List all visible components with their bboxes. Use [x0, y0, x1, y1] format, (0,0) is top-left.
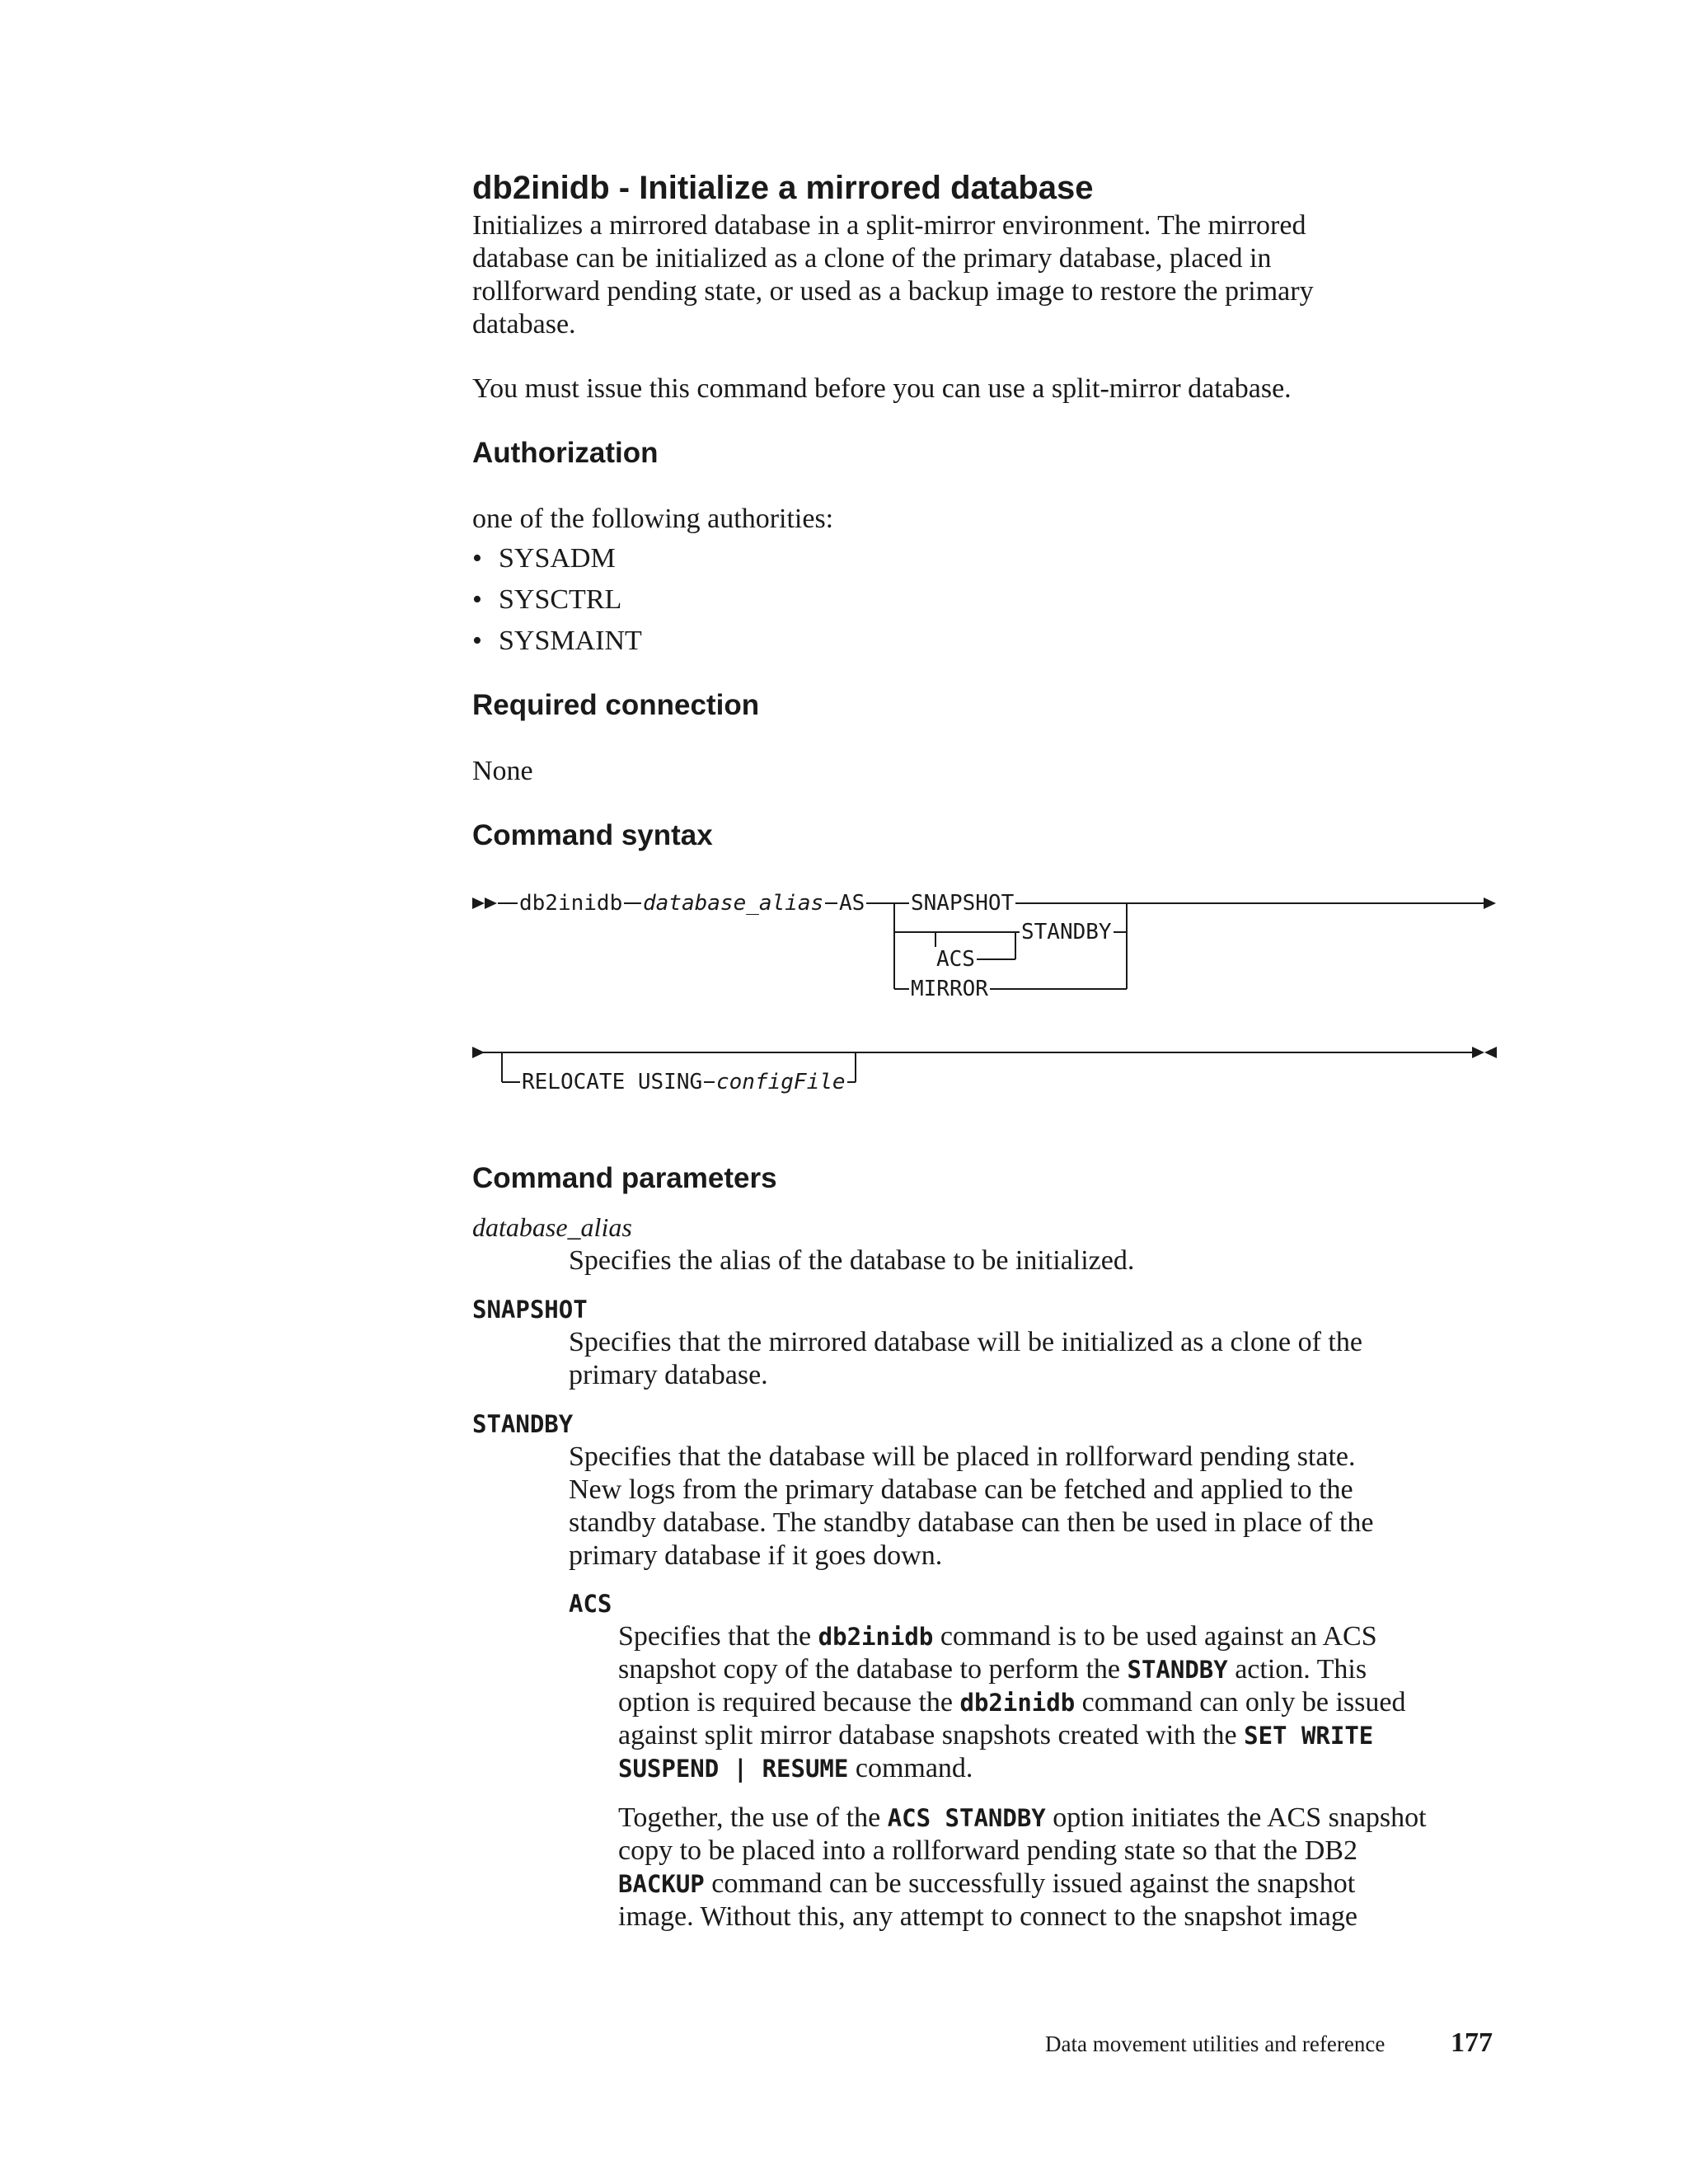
acs-desc-line: SUSPEND | RESUME command. [618, 1753, 973, 1783]
inline-keyword: STANDBY [1127, 1656, 1228, 1684]
footer-section-title: Data movement utilities and reference [1045, 2032, 1386, 2056]
required-connection-text: None [472, 756, 533, 786]
param-term-acs: ACS [569, 1590, 612, 1618]
intro-line: database can be initialized as a clone of the primary database, placed in [472, 243, 1272, 274]
authority-label: SYSMAINT [499, 626, 642, 656]
param-desc-line: standby database. The standby database can then be used in place of the [569, 1507, 1374, 1538]
list-item: • SYSMAINT [472, 626, 642, 656]
syntax-as-keyword: AS [839, 891, 865, 916]
param-desc-line: Specifies that the database will be placed in rollforward pending state. [569, 1441, 1356, 1472]
param-desc-line: New logs from the primary database can be fetched and applied to the [569, 1474, 1353, 1505]
syntax-database-alias: database_alias [643, 891, 824, 916]
inline-command: BACKUP [618, 1870, 705, 1898]
inline-keyword: ACS STANDBY [887, 1804, 1046, 1832]
syntax-snapshot-keyword: SNAPSHOT [911, 891, 1015, 916]
syntax-config-file: configFile [716, 1070, 846, 1094]
inline-command: db2inidb [959, 1689, 1076, 1717]
page-title: db2inidb - Initialize a mirrored database [472, 170, 1094, 206]
intro-line: database. [472, 309, 576, 340]
syntax-command: db2inidb [519, 891, 623, 916]
param-desc-line: Specifies that the mirrored database will be initialized as a clone of the [569, 1327, 1362, 1357]
acs-desc-line: image. Without this, any attempt to connect to the snapshot image [618, 1901, 1357, 1932]
inline-keyword: SET WRITE [1244, 1722, 1374, 1750]
param-term-database-alias: database_alias [472, 1212, 632, 1242]
acs-desc-line: snapshot copy of the database to perform the STANDBY action. This [618, 1654, 1367, 1685]
intro-line: rollforward pending state, or used as a backup image to restore the primary [472, 276, 1314, 307]
inline-command: db2inidb [818, 1623, 934, 1651]
page-number: 177 [1451, 2027, 1493, 2058]
param-desc-line: primary database if it goes down. [569, 1540, 943, 1571]
syntax-acs-keyword: ACS [936, 947, 975, 972]
syntax-mirror-keyword: MIRROR [911, 977, 988, 1001]
acs-desc-line: option is required because the db2inidb command can only be issued [618, 1687, 1406, 1718]
param-desc-database-alias: Specifies the alias of the database to be initialized. [569, 1245, 1135, 1276]
syntax-relocate-keyword: RELOCATE USING [522, 1070, 703, 1094]
authorization-lead: one of the following authorities: [472, 504, 834, 534]
command-parameters-heading: Command parameters [472, 1162, 777, 1194]
list-item: • SYSCTRL [472, 584, 622, 615]
syntax-standby-keyword: STANDBY [1021, 920, 1112, 944]
list-item: • SYSADM [472, 543, 616, 574]
param-term-snapshot: SNAPSHOT [472, 1296, 588, 1324]
inline-keyword: SUSPEND | RESUME [618, 1755, 849, 1783]
param-term-standby: STANDBY [472, 1410, 574, 1438]
required-connection-heading: Required connection [472, 689, 760, 721]
intro-note: You must issue this command before you can use a split-mirror database. [472, 373, 1292, 404]
param-desc-line: primary database. [569, 1360, 768, 1390]
acs-desc-line: copy to be placed into a rollforward pending state so that the DB2 [618, 1835, 1357, 1866]
intro-line: Initializes a mirrored database in a split-mirror environment. The mirrored [472, 210, 1306, 241]
acs-desc-line: against split mirror database snapshots created with the SET WRITE [618, 1720, 1374, 1750]
acs-desc-line: BACKUP command can be successfully issued against the snapshot [618, 1868, 1356, 1899]
authority-label: SYSADM [499, 543, 616, 574]
command-syntax-heading: Command syntax [472, 819, 713, 851]
acs-desc-line: Together, the use of the ACS STANDBY option initiates the ACS snapshot [618, 1802, 1427, 1833]
authority-label: SYSCTRL [499, 584, 622, 615]
authorization-heading: Authorization [472, 437, 659, 469]
acs-desc-line: Specifies that the db2inidb command is to be used against an ACS [618, 1621, 1377, 1652]
